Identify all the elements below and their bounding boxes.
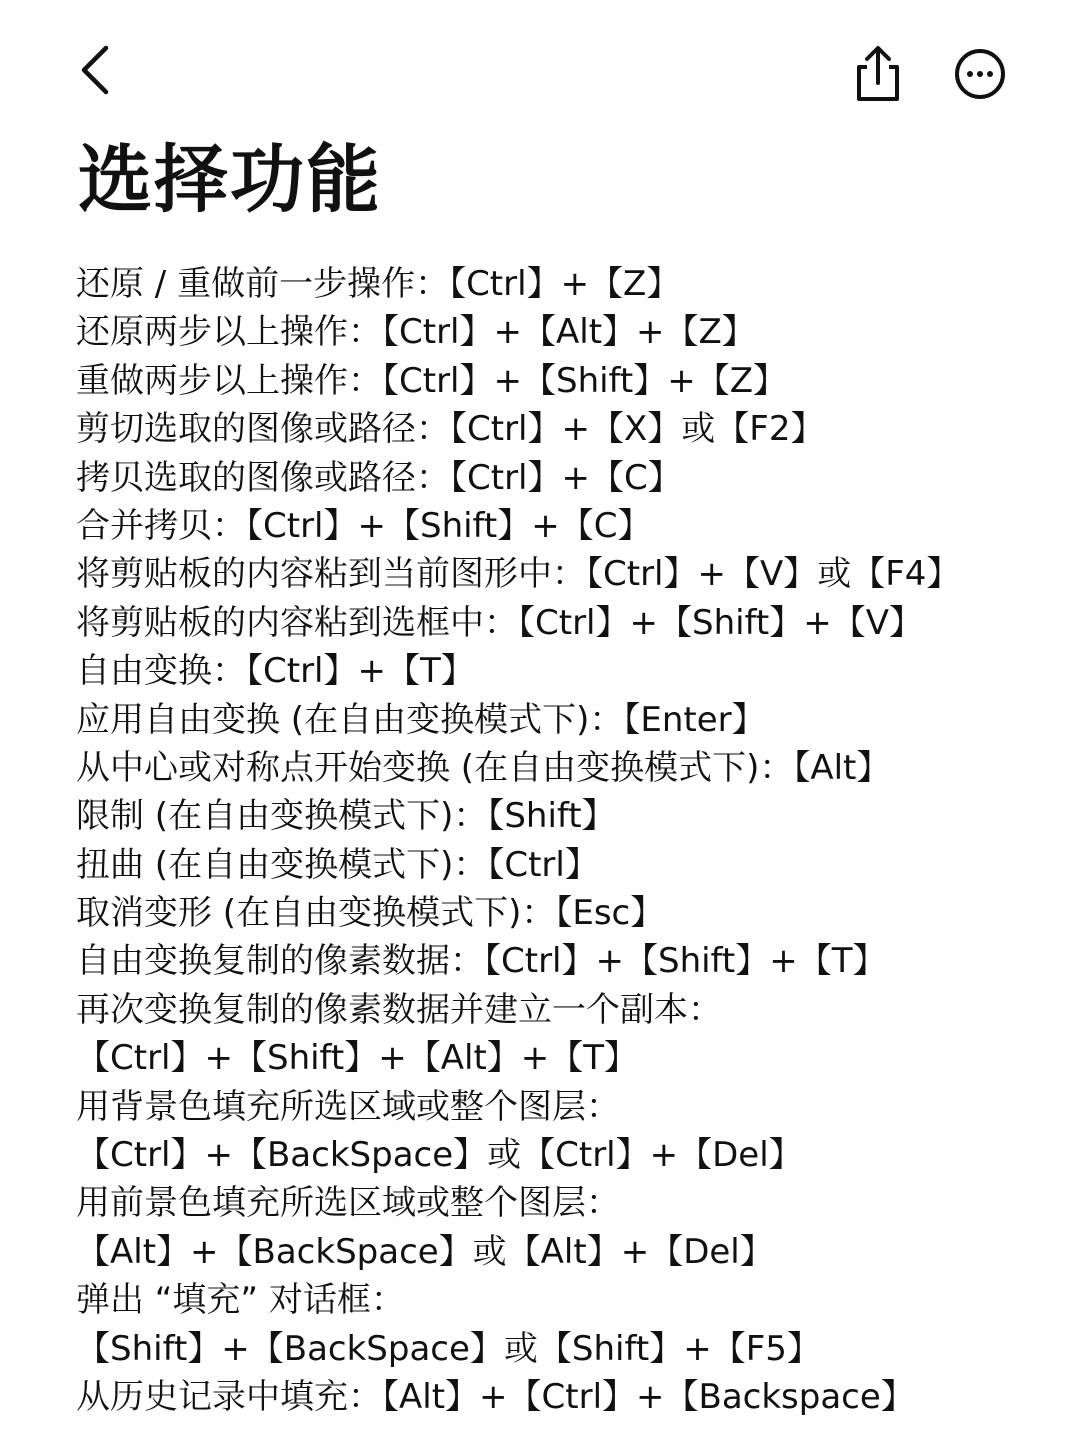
share-button[interactable] — [846, 40, 910, 110]
list-item: 将剪贴板的内容粘到选框中：【Ctrl】+【Shift】+【V】 — [76, 602, 924, 643]
list-item: 将剪贴板的内容粘到当前图形中：【Ctrl】+【V】或【F4】 — [76, 554, 961, 595]
more-button[interactable] — [946, 42, 1014, 110]
list-item: 弹出 “填充” 对话框： — [76, 1280, 405, 1321]
list-item: 从中心或对称点开始变换 (在自由变换模式下)：【Alt】 — [76, 747, 891, 788]
list-item: 用背景色填充所选区域或整个图层： — [76, 1086, 620, 1127]
list-item: 【Shift】+【BackSpace】或【Shift】+【F5】 — [76, 1328, 821, 1369]
back-button[interactable] — [62, 40, 126, 104]
list-item: 扭曲 (在自由变换模式下)：【Ctrl】 — [76, 844, 599, 885]
list-item: 合并拷贝：【Ctrl】+【Shift】+【C】 — [76, 505, 652, 546]
chevron-left-icon — [74, 42, 114, 102]
list-item: 从历史记录中填充：【Alt】+【Ctrl】+【Backspace】 — [76, 1376, 915, 1417]
page-title: 选择功能 — [78, 137, 382, 223]
top-bar — [0, 0, 1080, 130]
list-item: 应用自由变换 (在自由变换模式下)：【Enter】 — [76, 699, 766, 740]
list-item: 【Ctrl】+【BackSpace】或【Ctrl】+【Del】 — [76, 1135, 803, 1176]
list-item: 还原 / 重做前一步操作：【Ctrl】+【Z】 — [76, 264, 681, 304]
list-item: 限制 (在自由变换模式下)：【Shift】 — [76, 796, 616, 837]
list-item: 取消变形 (在自由变换模式下)：【Esc】 — [76, 893, 665, 934]
list-item: 【Ctrl】+【Shift】+【Alt】+【T】 — [76, 1038, 639, 1079]
shortcut-list — [76, 260, 1066, 1421]
list-item: 【Alt】+【BackSpace】或【Alt】+【Del】 — [76, 1231, 774, 1272]
list-item: 剪切选取的图像或路径：【Ctrl】+【X】或【F2】 — [76, 409, 825, 450]
share-icon — [853, 43, 903, 107]
list-item: 再次变换复制的像素数据并建立一个副本： — [76, 989, 722, 1030]
list-item: 自由变换：【Ctrl】+【T】 — [76, 651, 475, 692]
list-item: 重做两步以上操作：【Ctrl】+【Shift】+【Z】 — [76, 360, 788, 401]
list-item: 自由变换复制的像素数据：【Ctrl】+【Shift】+【T】 — [76, 941, 887, 982]
list-item: 拷贝选取的图像或路径：【Ctrl】+【C】 — [76, 457, 682, 498]
more-horizontal-icon — [952, 46, 1008, 106]
list-item: 用前景色填充所选区域或整个图层： — [76, 1183, 620, 1224]
list-item: 还原两步以上操作：【Ctrl】+【Alt】+【Z】 — [76, 312, 756, 353]
